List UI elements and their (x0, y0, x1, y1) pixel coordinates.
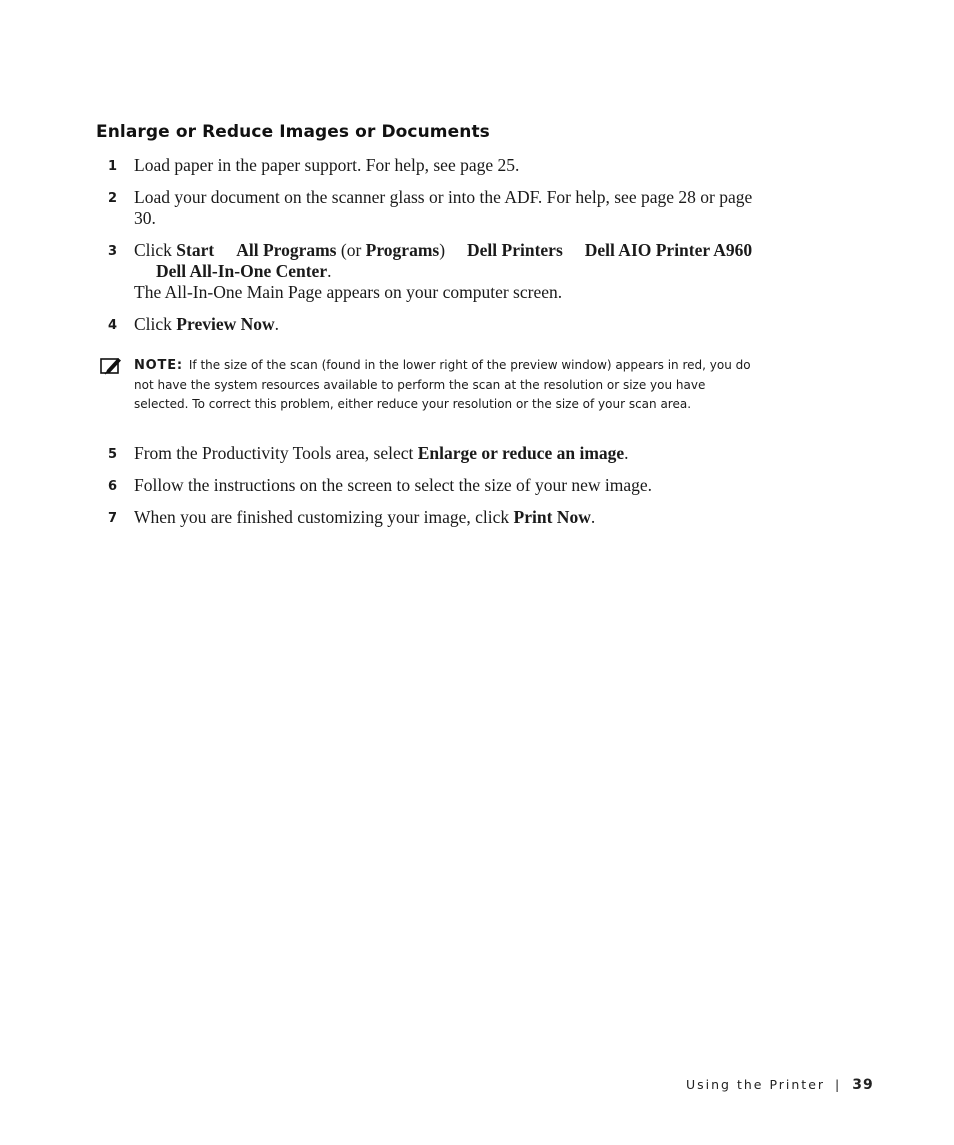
note-text: NOTE: If the size of the scan (found in the lower right of the preview window) appears in red, you do not have the system resources available to perform the scan at the resolution or size you have selected. To correct this problem, either reduce your resolution or the size of your scan area. (134, 358, 751, 411)
step-number: 2 (108, 191, 118, 206)
step-number: 5 (108, 447, 118, 462)
enlarge-reduce-label: Enlarge or reduce an image (417, 443, 625, 463)
step-number: 6 (108, 479, 118, 494)
step-number: 3 (108, 244, 118, 259)
print-now-label: Print Now (513, 507, 591, 527)
page-footer (686, 1077, 874, 1093)
step-text: Click Start All Programs (or Programs) Dell Printers Dell AIO Printer A960Dell All-In-One Center. The All-In-One Main Page appears on your computer screen. (134, 240, 753, 302)
section-heading: Enlarge or Reduce Images or Documents (96, 122, 490, 142)
menu-dell-printers: Dell Printers (467, 240, 563, 260)
step-subtext: The All-In-One Main Page appears on your computer screen. (134, 282, 563, 302)
step-text: Click Preview Now. (134, 314, 279, 334)
step-number: 4 (108, 318, 118, 333)
footer-separator: | (835, 1077, 840, 1092)
menu-programs: Programs (365, 240, 440, 260)
step-text: Follow the instructions on the screen to select the size of your new image. (134, 475, 653, 495)
page-number: 39 (852, 1077, 874, 1093)
step-text: When you are finished customizing your image, click Print Now. (134, 507, 596, 527)
step-number: 1 (108, 159, 118, 174)
step-text: From the Productivity Tools area, select Enlarge or reduce an image. (134, 443, 629, 463)
step-number: 7 (108, 511, 118, 526)
step-text: Load paper in the paper support. For help, see page 25. (134, 155, 520, 175)
menu-dell-all-in-one-center: Dell All-In-One Center (156, 261, 328, 281)
menu-all-programs: All Programs (236, 240, 337, 260)
footer-section-title: Using the Printer (686, 1077, 826, 1092)
pencil-note-icon (100, 357, 122, 375)
step-text: Load your document on the scanner glass or into the ADF. For help, see page 28 or page 30. (134, 187, 753, 228)
menu-dell-aio-printer: Dell AIO Printer A960 (584, 240, 753, 260)
note-label: NOTE: (134, 358, 183, 373)
menu-start: Start (176, 240, 215, 260)
preview-now-label: Preview Now (176, 314, 275, 334)
